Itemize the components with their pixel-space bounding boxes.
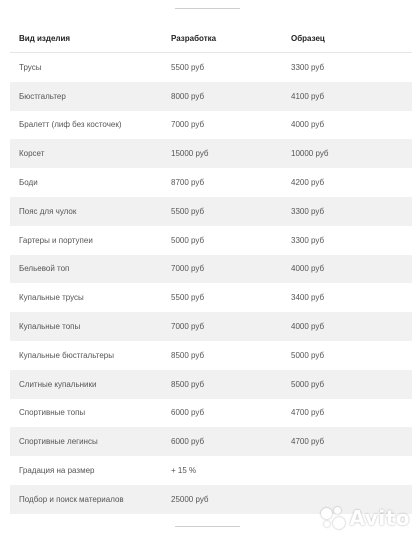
- cell-item: Пояс для чулок: [19, 206, 77, 216]
- table-row: [10, 283, 412, 312]
- cell-development: 7000 руб: [171, 120, 205, 130]
- avito-watermark: [321, 506, 410, 530]
- cell-item: Слитные купальники: [19, 379, 97, 389]
- cell-development: 5500 руб: [171, 206, 205, 216]
- table-row: [10, 370, 412, 399]
- table-header: [10, 24, 412, 53]
- table-row: [10, 168, 412, 197]
- cell-item: Градация на размер: [19, 466, 95, 476]
- cell-item: Корсет: [19, 149, 45, 159]
- cell-development: 25000 руб: [171, 494, 209, 504]
- table-row: [10, 111, 412, 140]
- table-row: [10, 255, 412, 284]
- table-row: [10, 82, 412, 111]
- cell-item: Купальные топы: [19, 322, 81, 332]
- cell-sample: 4100 руб: [291, 91, 325, 101]
- cell-development: 5500 руб: [171, 293, 205, 303]
- cell-development: 6000 руб: [171, 408, 205, 418]
- cell-sample: 4700 руб: [291, 408, 325, 418]
- cell-development: 7000 руб: [171, 264, 205, 274]
- cell-item: Спортивные топы: [19, 408, 86, 418]
- cell-item: Бюстгальтер: [19, 91, 66, 101]
- table-row: [10, 341, 412, 370]
- cell-sample: 4200 руб: [291, 178, 325, 188]
- cell-item: Гартеры и портупеи: [19, 235, 93, 245]
- cell-item: Трусы: [19, 62, 42, 72]
- column-header-sample: Образец: [291, 33, 325, 43]
- cell-development: 15000 руб: [171, 149, 209, 159]
- cell-sample: 3400 руб: [291, 293, 325, 303]
- table-row: [10, 139, 412, 168]
- cell-development: 8700 руб: [171, 178, 205, 188]
- cell-development: 6000 руб: [171, 437, 205, 447]
- cell-development: 8500 руб: [171, 350, 205, 360]
- cell-item: Подбор и поиск материалов: [19, 494, 124, 504]
- table-row: [10, 456, 412, 485]
- cell-item: Бельевой топ: [19, 264, 70, 274]
- cell-item: Бралетт (лиф без косточек): [19, 120, 122, 130]
- cell-development: 5500 руб: [171, 62, 205, 72]
- cell-development: 5000 руб: [171, 235, 205, 245]
- column-header-item: Вид изделия: [19, 33, 71, 43]
- cell-sample: 3300 руб: [291, 62, 325, 72]
- cell-sample: 3300 руб: [291, 235, 325, 245]
- avito-logo-icon: [321, 507, 347, 529]
- table-row: [10, 312, 412, 341]
- table-row: [10, 197, 412, 226]
- cell-development: 8500 руб: [171, 379, 205, 389]
- cell-development: 8000 руб: [171, 91, 205, 101]
- cell-development: + 15 %: [171, 466, 197, 476]
- table-row: [10, 427, 412, 456]
- column-header-development: Разработка: [171, 33, 217, 43]
- cell-sample: 10000 руб: [291, 149, 329, 159]
- cell-sample: 5000 руб: [291, 379, 325, 389]
- cell-item: Купальные бюстгальтеры: [19, 350, 114, 360]
- table-row: [10, 399, 412, 428]
- cell-sample: 3300 руб: [291, 206, 325, 216]
- table-row: [10, 226, 412, 255]
- cell-sample: 4000 руб: [291, 322, 325, 332]
- cell-development: 7000 руб: [171, 322, 205, 332]
- cell-sample: 4000 руб: [291, 120, 325, 130]
- cell-sample: 4000 руб: [291, 264, 325, 274]
- top-divider: [175, 8, 240, 9]
- watermark-text: Avito: [349, 506, 410, 530]
- cell-item: Купальные трусы: [19, 293, 84, 303]
- cell-sample: 5000 руб: [291, 350, 325, 360]
- bottom-divider: [175, 526, 240, 527]
- price-table: [10, 24, 412, 514]
- table-row: [10, 53, 412, 82]
- cell-item: Боди: [19, 178, 38, 188]
- cell-sample: 4700 руб: [291, 437, 325, 447]
- cell-item: Спортивные легинсы: [19, 437, 98, 447]
- table-body: [10, 53, 412, 514]
